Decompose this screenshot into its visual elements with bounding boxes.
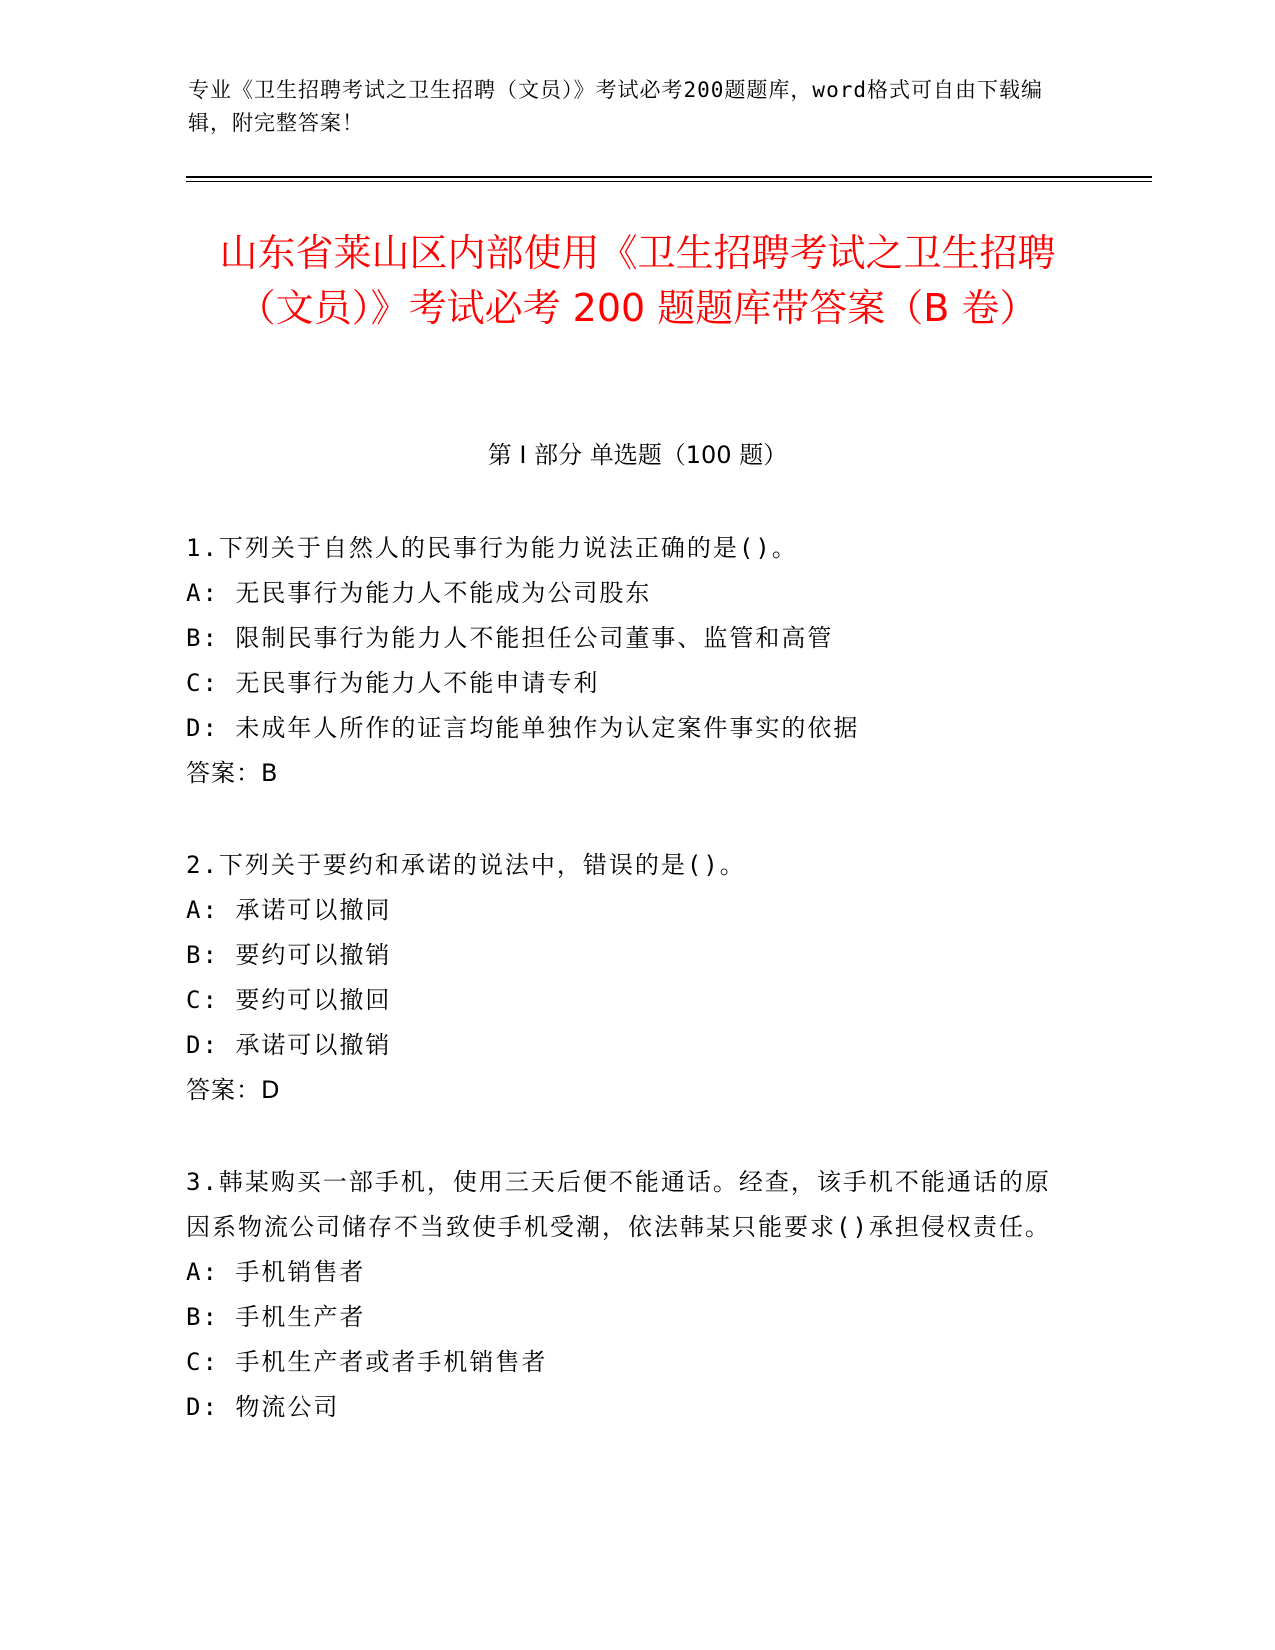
option-d: D: 承诺可以撤销 [186,1031,392,1059]
question-2 [186,843,1056,1113]
answer: 答案：B [186,759,279,787]
header-rule-thick [186,176,1152,178]
option-b: B: 限制民事行为能力人不能担任公司董事、监管和高管 [186,624,834,652]
header-note: 专业《卫生招聘考试之卫生招聘（文员）》考试必考200题题库，word格式可自由下载编辑，附完整答案！ [188,78,1043,135]
question-list [186,526,1056,1477]
option-b: B: 要约可以撤销 [186,941,392,969]
option-d: D: 物流公司 [186,1393,340,1421]
option-c: C: 要约可以撤回 [186,986,392,1014]
question-stem: 1.下列关于自然人的民事行为能力说法正确的是()。 [186,534,798,562]
option-a: A: 手机销售者 [186,1258,366,1286]
question-1 [186,526,1056,796]
answer: 答案：D [186,1076,281,1104]
header-rule-thin [186,181,1152,182]
section-title: 第 I 部分 单选题（100 题） [487,441,788,469]
option-c: C: 手机生产者或者手机销售者 [186,1348,548,1376]
option-c: C: 无民事行为能力人不能申请专利 [186,669,600,697]
question-3 [186,1160,1056,1430]
option-d: D: 未成年人所作的证言均能单独作为认定案件事实的依据 [186,714,860,742]
question-stem: 2.下列关于要约和承诺的说法中，错误的是()。 [186,851,746,879]
option-a: A: 无民事行为能力人不能成为公司股东 [186,579,652,607]
question-stem: 3.韩某购买一部手机，使用三天后便不能通话。经查，该手机不能通话的原因系物流公司储存不当致使手机受潮，依法韩某只能要求()承担侵权责任。 [186,1168,1051,1241]
option-a: A: 承诺可以撤同 [186,896,392,924]
document-title: 山东省莱山区内部使用《卫生招聘考试之卫生招聘（文员）》考试必考 200 题题库带答案（B 卷） [219,231,1056,330]
option-b: B: 手机生产者 [186,1303,366,1331]
